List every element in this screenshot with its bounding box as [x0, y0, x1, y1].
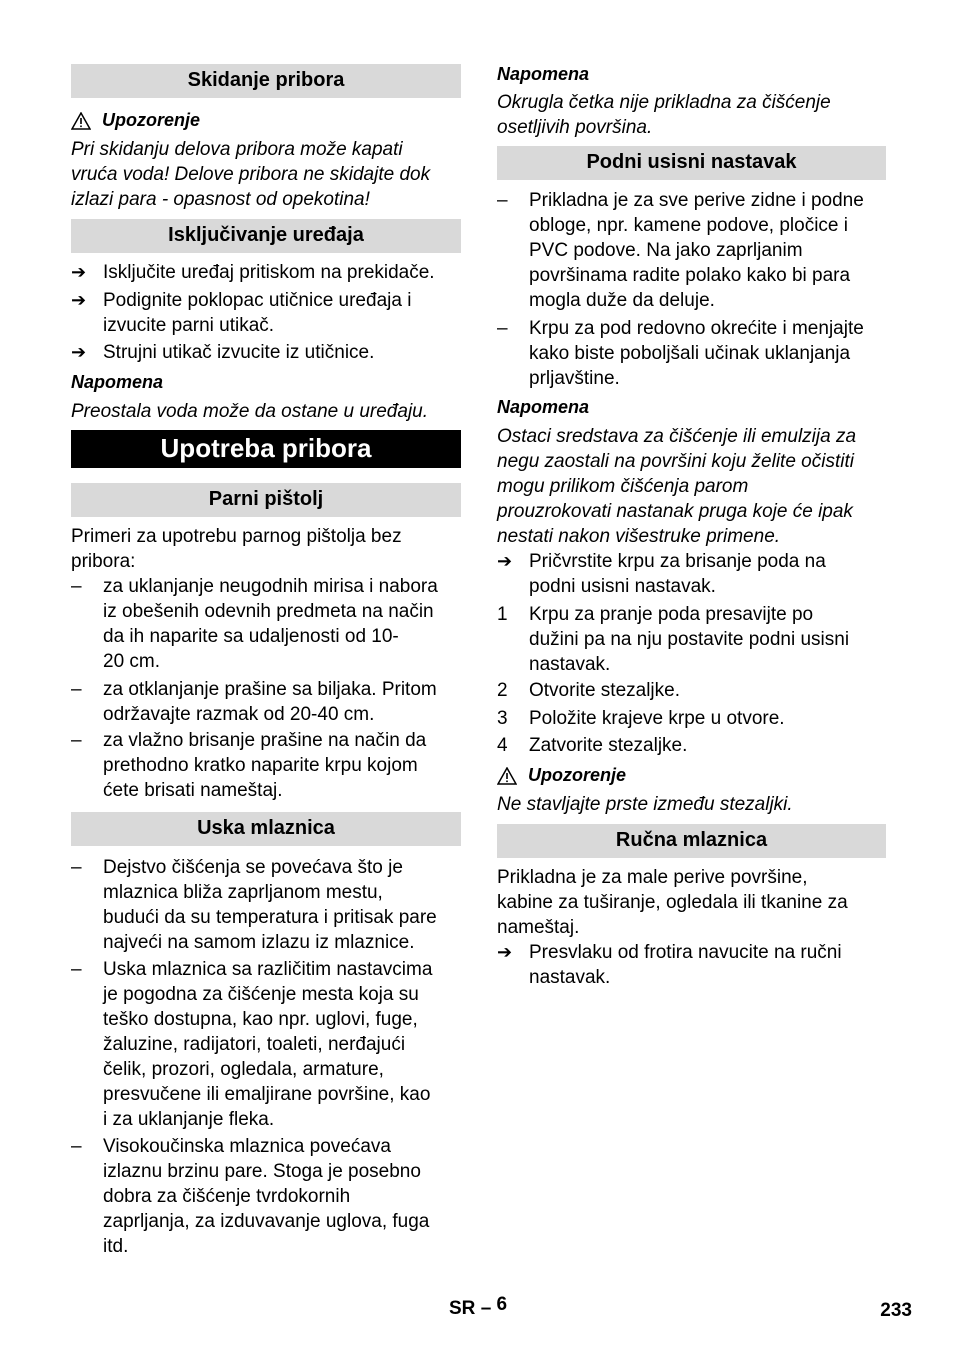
- dash-bullet: –: [71, 1136, 82, 1157]
- text-line: itd.: [103, 1236, 129, 1257]
- text-line: Okrugla četka nije prikladna za čišćenje: [497, 92, 831, 113]
- text-line: Prikladna je za sve perive zidne i podne: [529, 190, 864, 211]
- text-line: Položite krajeve krpe u otvore.: [529, 708, 785, 729]
- dash-bullet: –: [71, 857, 82, 878]
- page-number: 233: [880, 1300, 912, 1321]
- dash-bullet: –: [71, 730, 82, 751]
- text-line: Uska mlaznica sa različitim nastavcima: [103, 959, 433, 980]
- text-line: čelik, prozori, ogledala, armature,: [103, 1059, 384, 1080]
- text-line: Visokoučinska mlaznica povećava: [103, 1136, 391, 1157]
- arrow-icon: ➔: [497, 942, 513, 962]
- text-line: najveći na samom izlazu iz mlaznice.: [103, 932, 415, 953]
- heading-rucna-mlaznica: Ručna mlaznica: [497, 824, 886, 858]
- note-1-title: Napomena: [71, 372, 164, 392]
- warning-2: [497, 763, 886, 788]
- text-line: i za uklanjanje fleka.: [103, 1109, 275, 1130]
- warning-1-text: [71, 137, 461, 212]
- text-line: nastavak.: [529, 654, 611, 675]
- note-1-text: Preostala voda može da ostane u uređaju.: [71, 401, 429, 422]
- text-line: žaluzine, radijatori, toaleti, nerđajući: [103, 1034, 406, 1055]
- text-line: vruća voda! Delove pribora ne skidajte dok: [71, 164, 431, 185]
- text-line: izlaznu brzinu pare. Stoga je posebno: [103, 1161, 421, 1182]
- text-line: kabine za tuširanje, ogledala ili tkanine za: [497, 892, 848, 913]
- text-line: obloge, npr. kamene podove, pločice i: [529, 215, 848, 236]
- dash-bullet: –: [71, 679, 82, 700]
- text-line: mogu prilikom čišćenja parom: [497, 476, 749, 497]
- warning-triangle-icon: [497, 767, 517, 785]
- text-line: izvucite parni utikač.: [103, 315, 275, 336]
- note-2-title: Napomena: [497, 64, 590, 84]
- footer-lang: SR: [449, 1298, 476, 1319]
- text-line: nastavak.: [529, 967, 611, 988]
- text-line: mlaznica bliža zaprljanom mestu,: [103, 882, 383, 903]
- step-number: 1: [497, 604, 508, 625]
- arrow-icon: ➔: [71, 290, 87, 310]
- warning-1-title: Upozorenje: [102, 110, 201, 130]
- text-line: nameštaj.: [497, 917, 580, 938]
- footer-local-page: 6: [496, 1294, 508, 1315]
- text-line: Otvorite stezaljke.: [529, 680, 680, 701]
- step-number: 2: [497, 680, 508, 701]
- text-line: Strujni utikač izvucite iz utičnice.: [103, 342, 375, 363]
- text-line: prouzrokovati nastanak pruga koje će ipak: [497, 501, 853, 522]
- text-line: zaprljanja, za izduvavanje uglova, fuga: [103, 1211, 430, 1232]
- text-line: Isključite uređaj pritiskom na prekidače.: [103, 262, 435, 283]
- dash-bullet: –: [71, 576, 82, 597]
- text-line: je pogodna za čišćenje mesta koja su: [103, 984, 419, 1005]
- text-line: budući da su temperatura i pritisak pare: [103, 907, 437, 928]
- footer-sep: –: [480, 1298, 492, 1319]
- heading-uska-mlaznica: Uska mlaznica: [71, 812, 461, 846]
- text-line: dobra za čišćenje tvrdokornih: [103, 1186, 351, 1207]
- warning-2-title: Upozorenje: [528, 765, 627, 785]
- arrow-icon: ➔: [71, 262, 87, 282]
- text-line: negu zaostali na površini koju želite očistiti: [497, 451, 854, 472]
- text-line: za otklanjanje prašine sa biljaka. Pritom: [103, 679, 437, 700]
- heading-iskljucivanje: Isključivanje uređaja: [71, 219, 461, 253]
- section-title-upotreba: Upotreba pribora: [71, 430, 461, 468]
- text-line: Pri skidanju delova pribora može kapati: [71, 139, 403, 160]
- text-line: pribora:: [71, 551, 136, 572]
- text-line: kako biste poboljšali učinak uklanjanja: [529, 343, 851, 364]
- text-line: iz obešenih odevnih predmeta na način: [103, 601, 434, 622]
- text-line: osetljivih površina.: [497, 117, 653, 138]
- text-line: presvučene ili emaljirane površine, kao: [103, 1084, 431, 1105]
- text-line: ćete brisati nameštaj.: [103, 780, 283, 801]
- warning-triangle-icon: [71, 112, 91, 130]
- text-line: prljavštine.: [529, 368, 620, 389]
- text-line: Krpu za pranje poda presavijte po: [529, 604, 814, 625]
- text-line: da ih naparite sa udaljenosti od 10-: [103, 626, 399, 647]
- text-line: za uklanjanje neugodnih mirisa i nabora: [103, 576, 438, 597]
- text-line: podni usisni nastavak.: [529, 576, 716, 597]
- note-3-title: Napomena: [497, 397, 590, 417]
- text-line: Presvlaku od frotira navucite na ručni: [529, 942, 842, 963]
- text-line: Zatvorite stezaljke.: [529, 735, 688, 756]
- heading-parni-pistolj: Parni pištolj: [71, 483, 461, 517]
- text-line: mogla duže da deluje.: [529, 290, 715, 311]
- text-line: Prikladna je za male perive površine,: [497, 867, 808, 888]
- text-line: za vlažno brisanje prašine na način da: [103, 730, 427, 751]
- footer-section-label: [449, 1296, 507, 1321]
- step-number: 4: [497, 735, 508, 756]
- text-line: Dejstvo čišćenja se povećava što je: [103, 857, 403, 878]
- text-line: Ostaci sredstava za čišćenje ili emulzija za: [497, 426, 857, 447]
- parni-intro: [71, 524, 461, 574]
- warning-2-text: Ne stavljajte prste između stezaljki.: [497, 794, 793, 815]
- text-line: Krpu za pod redovno okrećite i menjajte: [529, 318, 864, 339]
- text-line: teško dostupna, kao npr. uglovi, fuge,: [103, 1009, 418, 1030]
- text-line: prethodno kratko naparite krpu kojom: [103, 755, 418, 776]
- text-line: izlazi para - opasnost od opekotina!: [71, 189, 370, 210]
- rucna-text: [497, 865, 886, 940]
- dash-bullet: –: [497, 190, 508, 211]
- text-line: Pričvrstite krpu za brisanje poda na: [529, 551, 826, 572]
- dash-bullet: –: [71, 959, 82, 980]
- step-number: 3: [497, 708, 508, 729]
- text-line: Primeri za upotrebu parnog pištolja bez: [71, 526, 402, 547]
- heading-podni-usisni-nastavak: Podni usisni nastavak: [497, 146, 886, 180]
- text-line: održavajte razmak od 20-40 cm.: [103, 704, 375, 725]
- heading-skidanje-pribora: Skidanje pribora: [71, 64, 461, 98]
- text-line: nestati nakon višestruke primene.: [497, 526, 781, 547]
- text-line: Podignite poklopac utičnice uređaja i: [103, 290, 412, 311]
- arrow-icon: ➔: [71, 342, 87, 362]
- dash-bullet: –: [497, 318, 508, 339]
- note-3-text: [497, 424, 886, 549]
- text-line: 20 cm.: [103, 651, 161, 672]
- text-line: PVC podove. Na jako zaprljanim: [529, 240, 803, 261]
- note-2-text: [497, 90, 886, 140]
- warning-1: [71, 108, 461, 133]
- text-line: dužini pa na nju postavite podni usisni: [529, 629, 850, 650]
- text-line: površinama radite polako kako bi para: [529, 265, 851, 286]
- arrow-icon: ➔: [497, 551, 513, 571]
